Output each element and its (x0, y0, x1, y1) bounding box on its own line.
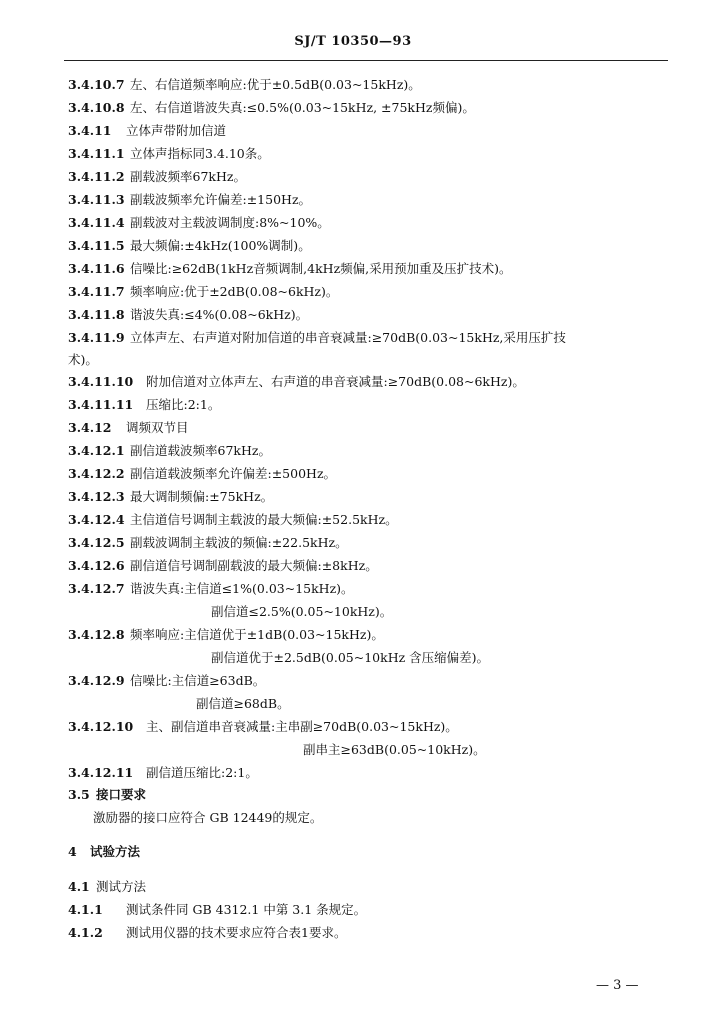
clause-text: 副信道载波频率允许偏差:±500Hz。 (130, 466, 337, 481)
clause-line (68, 673, 666, 689)
clause-line (68, 238, 666, 254)
clause-text: 副载波对主载波调制度:8%~10%。 (130, 215, 330, 230)
clause-continuation: 副信道优于±2.5dB(0.05~10kHz 含压缩偏差)。 (211, 650, 490, 665)
clause-text: 主信道信号调制主载波的最大频偏:±52.5kHz。 (130, 512, 398, 527)
clause-line (68, 307, 666, 323)
clause-number: 3.4.11.9 (68, 330, 125, 345)
clause-number: 3.4.11.10 (68, 374, 134, 389)
clause-text: 测试条件同 GB 4312.1 中第 3.1 条规定。 (126, 902, 367, 917)
clause-line (68, 719, 666, 735)
clause-line (68, 466, 666, 482)
clause-text: 附加信道对立体声左、右声道的串音衰减量:≥70dB(0.08~6kHz)。 (146, 374, 525, 389)
clause-text: 频率响应:优于±2dB(0.08~6kHz)。 (130, 284, 339, 299)
clause-number: 4.1.1 (68, 902, 103, 917)
clause-number: 3.4.12.7 (68, 581, 125, 596)
clause-number: 3.4.11.1 (68, 146, 125, 161)
clause-line (68, 374, 666, 390)
clause-text: 立体声左、右声道对附加信道的串音衰减量:≥70dB(0.03~15kHz,采用压扩技 (130, 330, 566, 345)
clause-line (68, 420, 666, 436)
section-heading: 试验方法 (90, 844, 141, 859)
clause-line (68, 879, 666, 895)
clause-number: 3.5 (68, 787, 90, 802)
clause-text: 副信道载波频率67kHz。 (130, 443, 271, 458)
clause-text: 左、右信道谐波失真:≤0.5%(0.03~15kHz, ±75kHz频偏)。 (130, 100, 475, 115)
clause-text: 最大频偏:±4kHz(100%调制)。 (130, 238, 311, 253)
clause-text: 立体声指标同3.4.10条。 (130, 146, 270, 161)
clause-text: 频率响应:主信道优于±1dB(0.03~15kHz)。 (130, 627, 384, 642)
clause-text: 立体声带附加信道 (126, 123, 227, 138)
clause-text: 副信道压缩比:2:1。 (146, 765, 258, 780)
clause-number: 3.4.11.5 (68, 238, 125, 253)
clause-line (68, 330, 666, 346)
clause-line (68, 146, 666, 162)
clause-number: 3.4.11.8 (68, 307, 125, 322)
clause-line (68, 512, 666, 528)
clause-number: 4.1.2 (68, 925, 103, 940)
clause-number: 4.1 (68, 879, 90, 894)
page-number: — 3 — (596, 978, 639, 993)
clause-line (68, 123, 666, 139)
clause-number: 3.4.12.2 (68, 466, 125, 481)
clause-line (68, 581, 666, 597)
clause-line (68, 765, 666, 781)
clause-number: 3.4.11.4 (68, 215, 125, 230)
clause-continuation: 副信道≤2.5%(0.05~10kHz)。 (211, 604, 393, 619)
header-rule (64, 60, 668, 61)
clause-number: 3.4.12.10 (68, 719, 134, 734)
clause-continuation: 术)。 (68, 352, 98, 367)
clause-line (68, 192, 666, 208)
clause-line (68, 925, 666, 941)
section-heading: 接口要求 (96, 787, 147, 802)
clause-text: 谐波失真:≤4%(0.08~6kHz)。 (130, 307, 309, 322)
clause-number: 3.4.12.9 (68, 673, 125, 688)
clause-number: 3.4.12.4 (68, 512, 125, 527)
clause-number: 3.4.11.6 (68, 261, 125, 276)
section-number: 4 (68, 844, 77, 859)
clause-text: 调频双节目 (126, 420, 189, 435)
clause-line (68, 627, 666, 643)
clause-line (68, 261, 666, 277)
clause-line (68, 100, 666, 116)
clause-number: 3.4.12.5 (68, 535, 125, 550)
clause-line (68, 489, 666, 505)
clause-number: 3.4.10.8 (68, 100, 125, 115)
clause-line (68, 902, 666, 918)
clause-line (68, 443, 666, 459)
clause-line (68, 844, 666, 860)
clause-number: 3.4.11.11 (68, 397, 134, 412)
clause-text: 测试方法 (96, 879, 147, 894)
clause-number: 3.4.12.11 (68, 765, 134, 780)
clause-line (68, 787, 666, 803)
clause-number: 3.4.12 (68, 420, 112, 435)
clause-number: 3.4.10.7 (68, 77, 125, 92)
clause-text: 信噪比:≥62dB(1kHz音频调制,4kHz频偏,采用预加重及压扩技术)。 (130, 261, 512, 276)
clause-text: 副载波调制主载波的频偏:±22.5kHz。 (130, 535, 348, 550)
clause-line (68, 535, 666, 551)
clause-line (68, 77, 666, 93)
clause-text: 谐波失真:主信道≤1%(0.03~15kHz)。 (130, 581, 354, 596)
clause-number: 3.4.12.3 (68, 489, 125, 504)
clause-line (68, 284, 666, 300)
clause-line (68, 558, 666, 574)
clause-number: 3.4.11.7 (68, 284, 125, 299)
clause-number: 3.4.11.3 (68, 192, 125, 207)
clause-text: 压缩比:2:1。 (146, 397, 221, 412)
clause-text: 副载波频率67kHz。 (130, 169, 246, 184)
clause-number: 3.4.11 (68, 123, 112, 138)
clause-number: 3.4.12.8 (68, 627, 125, 642)
clause-number: 3.4.12.1 (68, 443, 125, 458)
clause-text: 最大调制频偏:±75kHz。 (130, 489, 274, 504)
clause-number: 3.4.12.6 (68, 558, 125, 573)
clause-number: 3.4.11.2 (68, 169, 125, 184)
clause-text: 信噪比:主信道≥63dB。 (130, 673, 266, 688)
clause-line (68, 215, 666, 231)
clause-line (68, 169, 666, 185)
clause-text: 左、右信道频率响应:优于±0.5dB(0.03~15kHz)。 (130, 77, 421, 92)
clause-continuation: 副串主≥63dB(0.05~10kHz)。 (303, 742, 486, 757)
clause-line (68, 397, 666, 413)
clause-text: 测试用仪器的技术要求应符合表1要求。 (126, 925, 347, 940)
clause-text: 主、副信道串音衰减量:主串副≥70dB(0.03~15kHz)。 (146, 719, 458, 734)
clause-continuation: 激励器的接口应符合 GB 12449的规定。 (93, 810, 323, 825)
clause-continuation: 副信道≥68dB。 (196, 696, 290, 711)
clause-text: 副载波频率允许偏差:±150Hz。 (130, 192, 312, 207)
clause-text: 副信道信号调制副载波的最大频偏:±8kHz。 (130, 558, 378, 573)
document-header-title: SJ/T 10350—93 (294, 34, 412, 49)
